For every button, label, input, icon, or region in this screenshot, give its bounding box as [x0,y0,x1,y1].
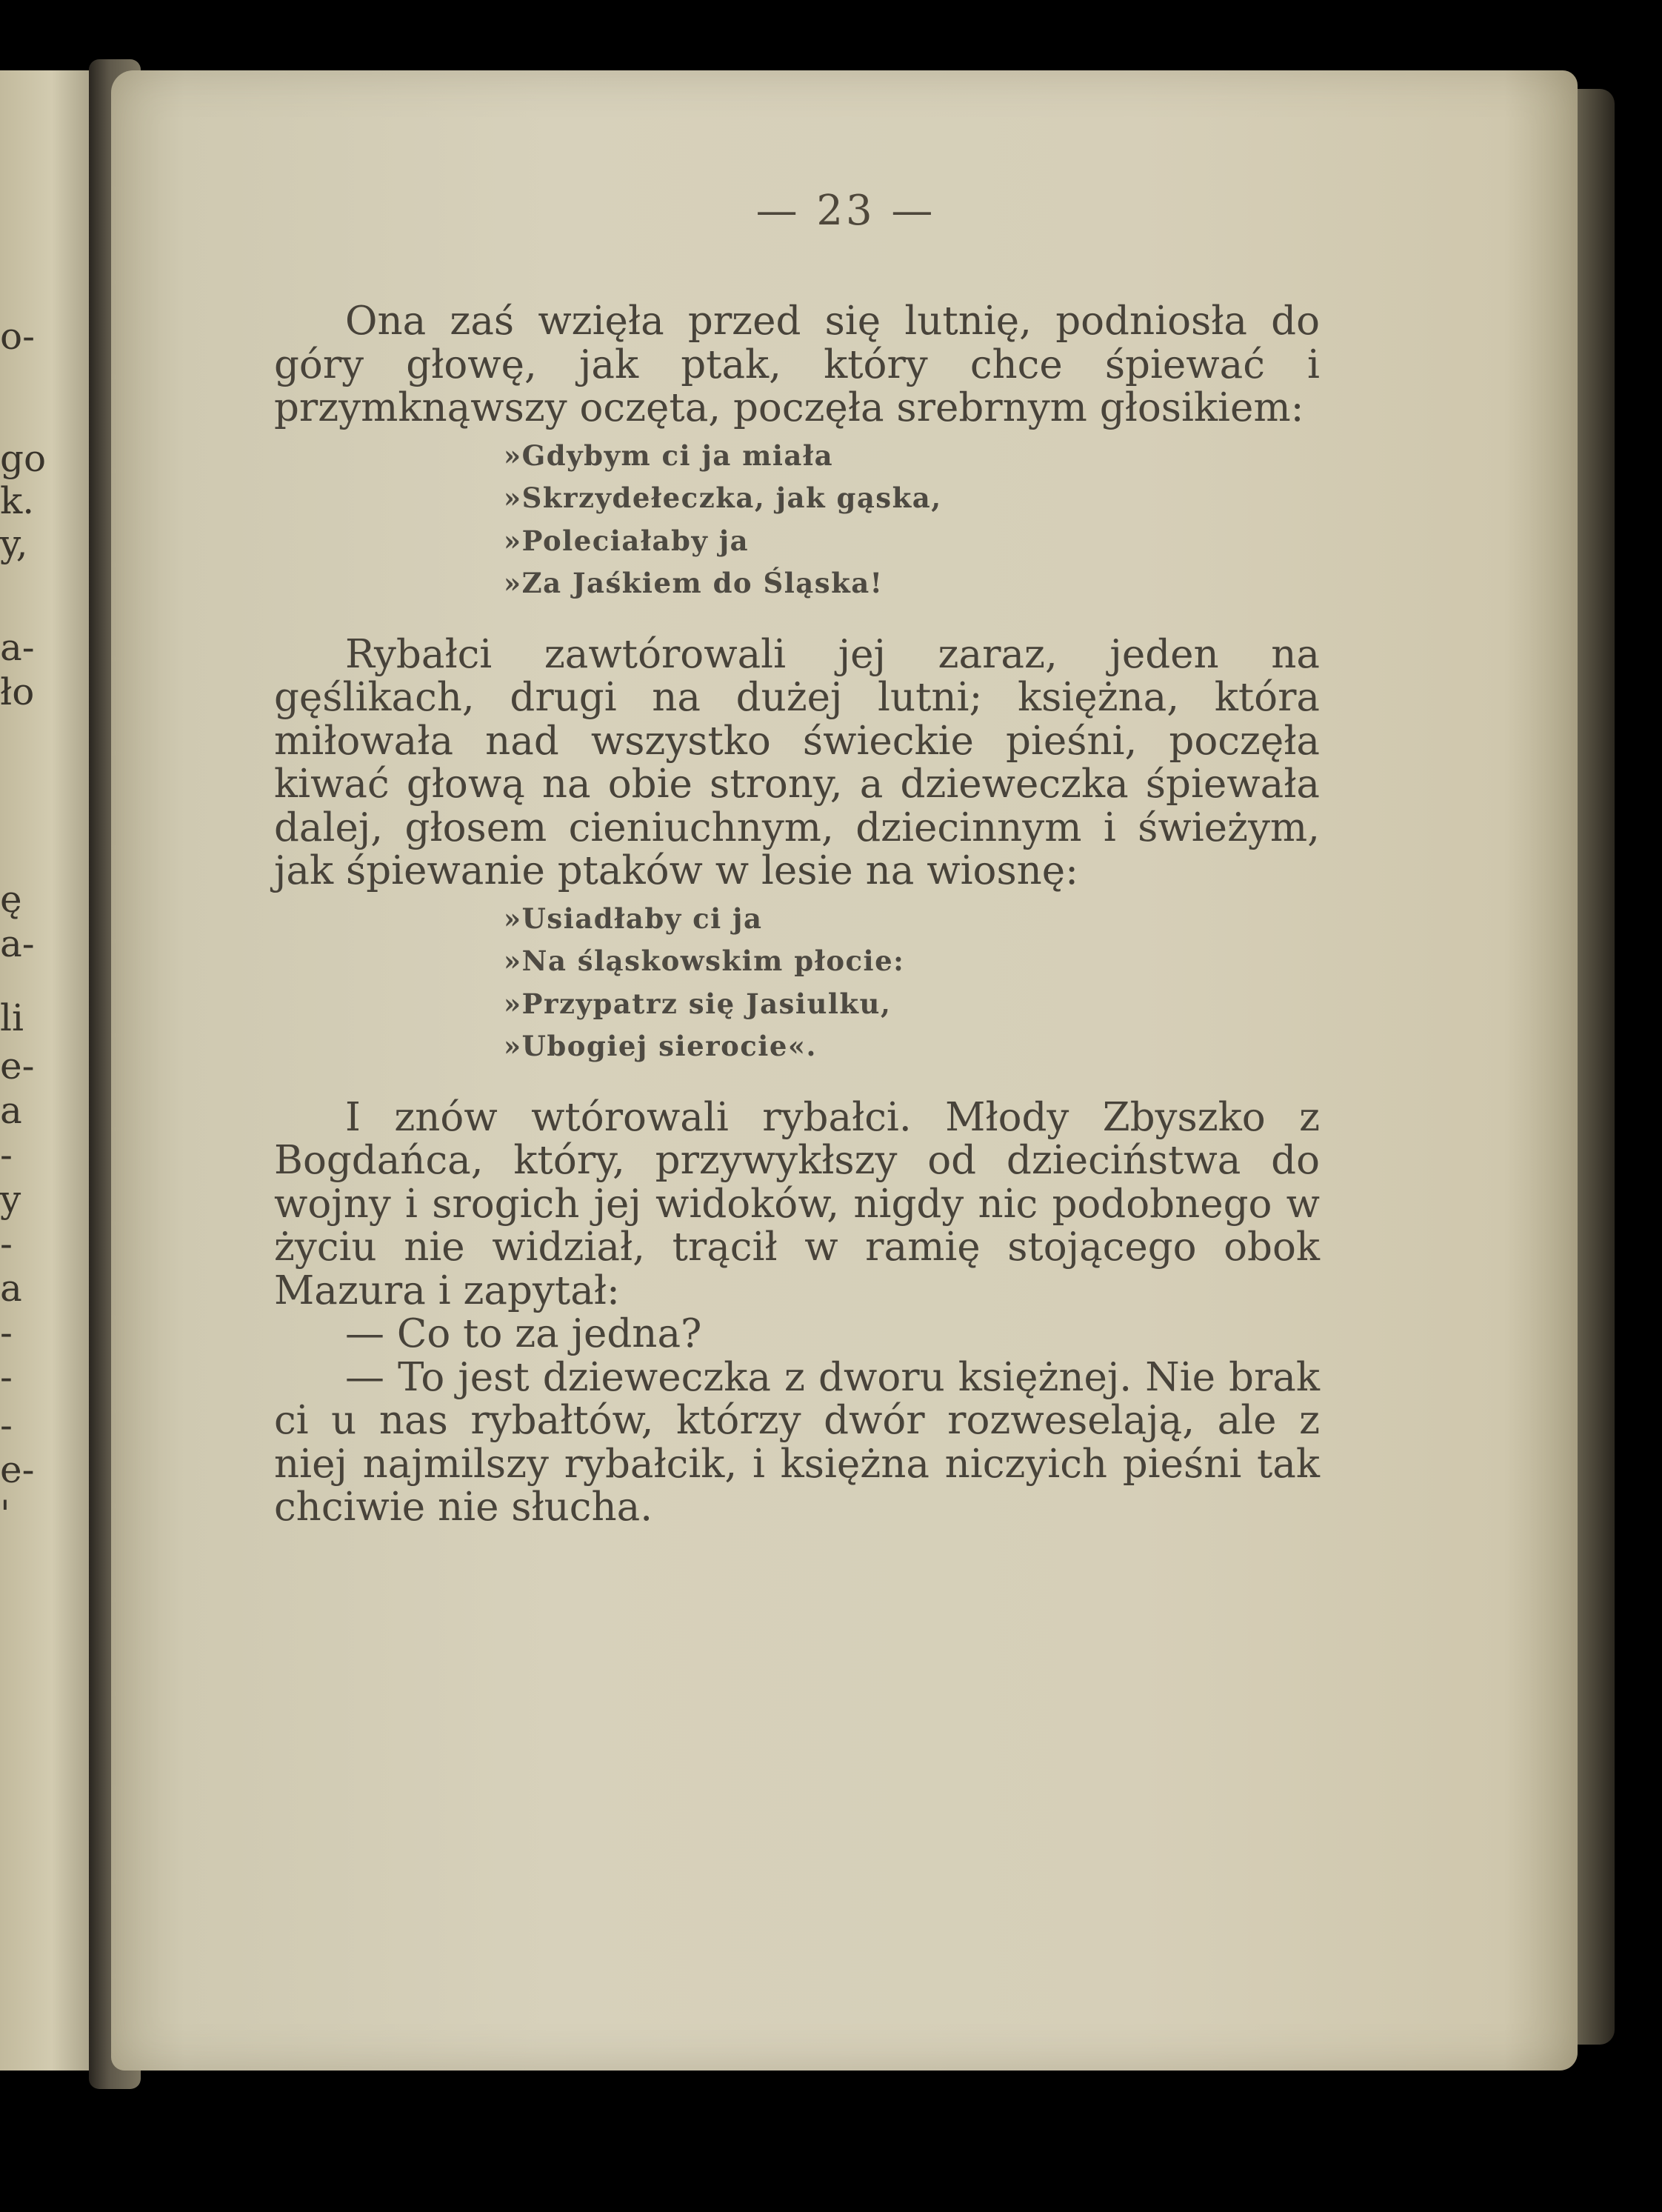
verse-line: »Na śląskowskim płocie: [504,945,905,977]
verse-line: »Gdybym ci ja miała [504,439,834,472]
left-page-fragment: ło [0,670,35,713]
left-page-fragment: - [0,1404,13,1447]
page-text [274,300,1320,1530]
left-page-fragment: - [0,1222,13,1265]
left-page-fragment: o- [0,315,35,358]
left-page-fragment: ę [0,878,22,921]
verse-line: »Za Jaśkiem do Śląska! [504,567,884,599]
verse-line: »Poleciałaby ja [504,524,750,557]
paragraph: Rybałci zawtórowali jej zaraz, jeden na gęślikach, drugi na dużej lutni; księżna, która miłowała nad wszystko świeckie pieśni, poczęła kiwać głową na obie strony, a dzieweczka śpiewała dalej, głosem cieniuchnym, dziecinnym i świeżym, jak śpiewanie ptaków w lesie na wiosnę: [274,631,1320,893]
left-page-fragment: go [0,437,47,480]
left-page-fragment: - [0,1356,13,1399]
left-page-fragment: li [0,996,24,1039]
left-page-fragment: a [0,1267,22,1310]
dialogue-line: — To jest dzieweczka z dworu księżnej. Nie brak ci u nas rybałtów, którzy dwór rozweselają, ale z niej najmilszy rybałcik, i księżna niczyich pieśni tak chciwie nie słucha. [274,1354,1320,1530]
left-page-fragment: - [0,1311,13,1354]
page-number: — 23 — [755,187,936,235]
left-page-fragment: a- [0,626,35,669]
left-page-fragment: k. [0,479,35,522]
verse-line: »Ubogiej sierocie«. [504,1030,817,1062]
verse-line: »Usiadłaby ci ja [504,902,763,935]
paragraph: Ona zaś wzięła przed się lutnię, podniosła do góry głowę, jak ptak, który chce śpiewać i przymknąwszy oczęta, poczęła srebrnym głosikiem: [274,299,1320,430]
verse-stanza [504,898,1320,1068]
verse-line: »Skrzydełeczka, jak gąska, [504,482,942,514]
verse-stanza [504,435,1320,605]
paragraph: I znów wtórowali rybałci. Młody Zbyszko z Bogdańca, który, przywykłszy od dzieciństwa do wojny i srogich jej widoków, nigdy nic podobnego w życiu nie widział, trącił w ramię stojącego obok Mazura i zapytał: [274,1094,1320,1313]
dialogue-line: — Co to za jedna? [345,1311,702,1356]
left-page-fragment: - [0,1133,13,1176]
left-page-fragment: a- [0,922,35,965]
left-page-fragment: a [0,1089,22,1132]
verse-line: »Przypatrz się Jasiulku, [504,987,892,1020]
left-page-fragment: ' [0,1493,10,1536]
left-page-fragment: e- [0,1448,35,1491]
left-page-fragment: y, [0,522,28,565]
left-page-fragment: y [0,1178,21,1221]
left-page-fragment: e- [0,1045,35,1087]
